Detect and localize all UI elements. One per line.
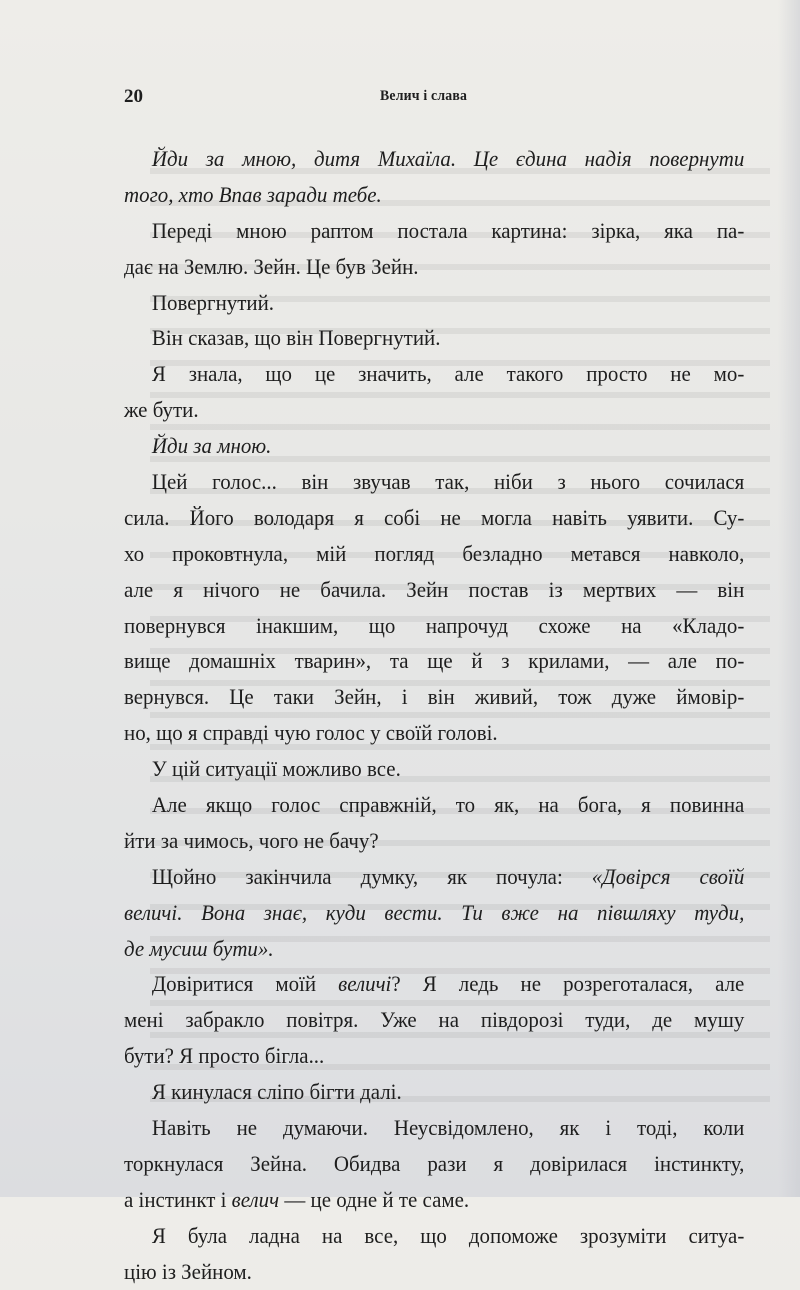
- body-text: [124, 141, 744, 1290]
- text-line: Щойно закінчила думку, як почула: «Довірся своїй: [151, 863, 745, 889]
- text-line: Я знала, що це значить, але такого просто не мо-: [151, 361, 745, 387]
- text-line: повернувся інакшим, що напрочуд схоже на «Кладо-: [124, 612, 745, 638]
- text-line: мені забракло повітря. Уже на півдорозі туди, де мушу: [124, 1007, 745, 1033]
- text-line: цію із Зейном.: [124, 1258, 252, 1284]
- text-line: же бути.: [124, 397, 199, 423]
- text-line: но, що я справді чую голос у своїй голові.: [124, 720, 498, 746]
- text-line: У цій ситуації можливо все.: [151, 756, 401, 782]
- text-line: Він сказав, що він Повергнутий.: [151, 325, 441, 351]
- text-line: величі. Вона знає, куди вести. Ти вже на півшляху туди,: [124, 899, 745, 925]
- text-line: Довіритися моїй величі? Я ледь не розреготалася, але: [151, 971, 745, 997]
- text-line: Йди за мною.: [151, 433, 272, 459]
- page-edge-shadow: [778, 0, 800, 1197]
- text-line: Переді мною раптом постала картина: зірка, яка па-: [151, 217, 745, 243]
- running-header: [124, 86, 744, 110]
- text-line: але я нічого не бачила. Зейн постав із мертвих — він: [124, 576, 745, 602]
- running-title: Велич і слава: [380, 88, 468, 104]
- text-line: хо проковтнула, мій погляд безладно метався навколо,: [124, 540, 745, 566]
- text-line: а інстинкт і велич — це одне й те саме.: [124, 1186, 470, 1212]
- text-line: Навіть не думаючи. Неусвідомлено, як і тоді, коли: [151, 1115, 745, 1141]
- text-line: Цей голос... він звучав так, ніби з нього сочилася: [151, 469, 745, 495]
- text-line: того, хто Впав заради тебе.: [124, 181, 382, 207]
- text-line: де мусиш бути».: [124, 935, 274, 961]
- page-number: 20: [124, 86, 143, 107]
- text-line: йти за чимось, чого не бачу?: [124, 827, 379, 853]
- text-line: торкнулася Зейна. Обидва рази я довірилася інстинкту,: [124, 1150, 745, 1176]
- text-line: вернувся. Це таки Зейн, і він живий, тож дуже ймовір-: [124, 684, 745, 710]
- text-line: Я кинулася сліпо бігти далі.: [151, 1079, 402, 1105]
- text-line: Але якщо голос справжній, то як, на бога, я повинна: [151, 792, 745, 818]
- text-line: сила. Його володаря я собі не могла навіть уявити. Су-: [124, 504, 745, 530]
- text-line: Йди за мною, дитя Михаїла. Це єдина надія повернути: [151, 146, 745, 171]
- text-line: дає на Землю. Зейн. Це був Зейн.: [124, 253, 419, 279]
- text-line: бути? Я просто бігла...: [124, 1043, 325, 1069]
- text-line: Повергнутий.: [151, 289, 275, 315]
- text-line: вище домашніх тварин», та ще й з крилами, — але по-: [124, 648, 745, 674]
- text-line: Я була ладна на все, що допоможе зрозуміти ситуа-: [151, 1222, 745, 1248]
